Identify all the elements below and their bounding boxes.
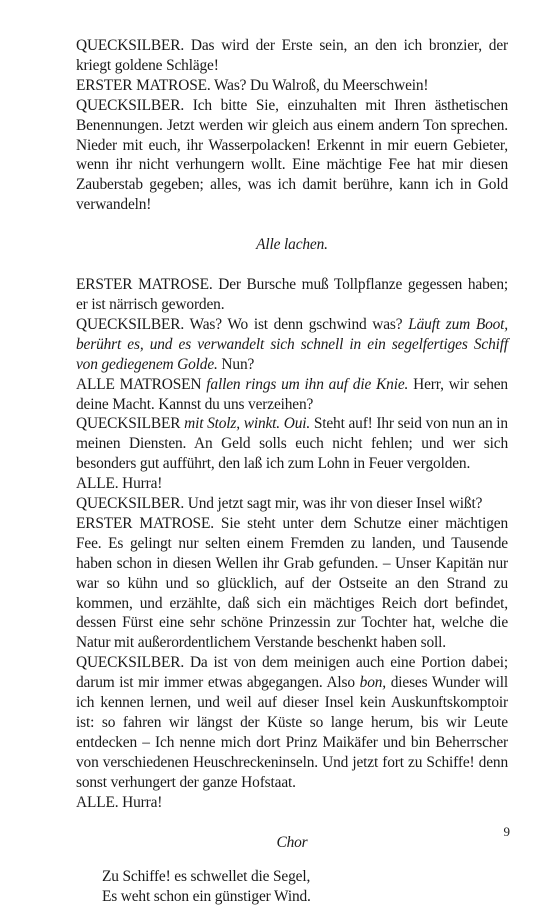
dialogue-paragraph <box>76 414 508 474</box>
dialogue-paragraph: ERSTER MATROSE. Was? Du Walroß, du Meerschwein! <box>76 76 429 94</box>
page-text-block <box>76 36 508 907</box>
stage-direction-inline: fallen rings um ihn auf die Knie. <box>206 375 409 393</box>
dialogue-paragraph <box>76 375 508 415</box>
speaker-text: QUECKSILBER <box>76 415 185 433</box>
page-number: 9 <box>503 824 510 839</box>
dialogue-paragraph: ALLE. Hurra! <box>76 793 163 811</box>
italic-word: bon, <box>359 674 386 692</box>
speaker-text: QUECKSILBER. Was? Wo ist denn gschwind was? <box>76 315 409 333</box>
verse-line: Es weht schon ein günstiger Wind. <box>102 888 311 906</box>
stage-direction-inline: Läuft zum Boot, berührt es, und es verwandelt sich schnell in ein segelfertiges Schiff von gediegenem Golde. <box>76 315 508 373</box>
dialogue-paragraph: ERSTER MATROSE. Der Bursche muß Tollpflanze gegessen haben; er ist närrisch geworden. <box>76 276 508 313</box>
verse-line: Zu Schiffe! es schwellet die Segel, <box>102 868 311 886</box>
dialogue-paragraph: QUECKSILBER. Das wird der Erste sein, an den ich bronzier, der kriegt goldene Schläge! <box>76 37 508 74</box>
speech-text: dieses Wunder will ich kennen lernen, und weil auf dieser Insel kein Auskunftskomptoir ist: so fahren wir längst der Küste so lange herum, bis wir Leute entdecken – Ich nenne mich dort Prinz Maikäfer und bin Beherrscher von verschiedenen Heuschreckeninseln. Und jetzt fort zu Schiffe! denn sonst verhungert der ganze Hofstaat. <box>76 674 508 791</box>
dialogue-paragraph: ERSTER MATROSE. Sie steht unter dem Schutze einer mächtigen Fee. Es gelingt nur selten einem Fremden zu landen, und Tausende haben schon in diesen Wellen ihr Grab gefunden. – Unser Kapitän nur war so kühn und so glücklich, auf der Ostseite an den Strand zu kommen, und erzählte, daß sich ein mächtiges Reich dort befindet, dessen Fürst eine sehr schöne Prinzessin zur Tochter hat, welche die Natur mit außerordentlichem Verstande beschenkt haben soll. <box>76 514 508 652</box>
dialogue-paragraph <box>76 653 508 792</box>
spacer <box>76 813 508 833</box>
dialogue-paragraph: QUECKSILBER. Und jetzt sagt mir, was ihr von dieser Insel wißt? <box>76 495 483 513</box>
spacer <box>76 255 508 275</box>
speaker-text: ALLE MATROSEN <box>76 375 207 393</box>
stage-direction-inline: mit Stolz, winkt. Oui. <box>184 415 311 433</box>
speech-text: QUECKSILBER. Da ist von dem meinigen auch eine Portion dabei; darum ist mir immer etwas abgegangen. Also <box>76 654 508 692</box>
speech-text: Herr, wir sehen deine Macht. Kannst du uns verzeihen? <box>76 375 508 413</box>
chorus-heading: Chor <box>276 833 308 851</box>
dialogue-paragraph: ALLE. Hurra! <box>76 475 163 493</box>
spacer <box>76 852 508 867</box>
speech-text: Steht auf! Ihr seid von nun an in meinen Diensten. An Geld solls euch nicht fehlen; und wer sich besonders gut aufführt, den laß ich zum Lohn in Feuer vergolden. <box>76 415 508 473</box>
spacer <box>76 215 508 235</box>
dialogue-paragraph <box>76 315 508 375</box>
speech-text: Nun? <box>217 355 255 373</box>
stage-direction: Alle lachen. <box>256 236 328 254</box>
dialogue-paragraph: QUECKSILBER. Ich bitte Sie, einzuhalten mit Ihren ästhetischen Benennungen. Jetzt werden wir gleich aus einem andern Ton sprechen. Nieder mit euch, ihr Wasserpolacken! Erkennt in mir euern Gebieter, wenn ihr nicht verhungern wollt. Eine mächtige Fee hat mir diesen Zauberstab gegeben; alles, was ich damit berühre, kann ich in Gold verwandeln! <box>76 96 508 214</box>
